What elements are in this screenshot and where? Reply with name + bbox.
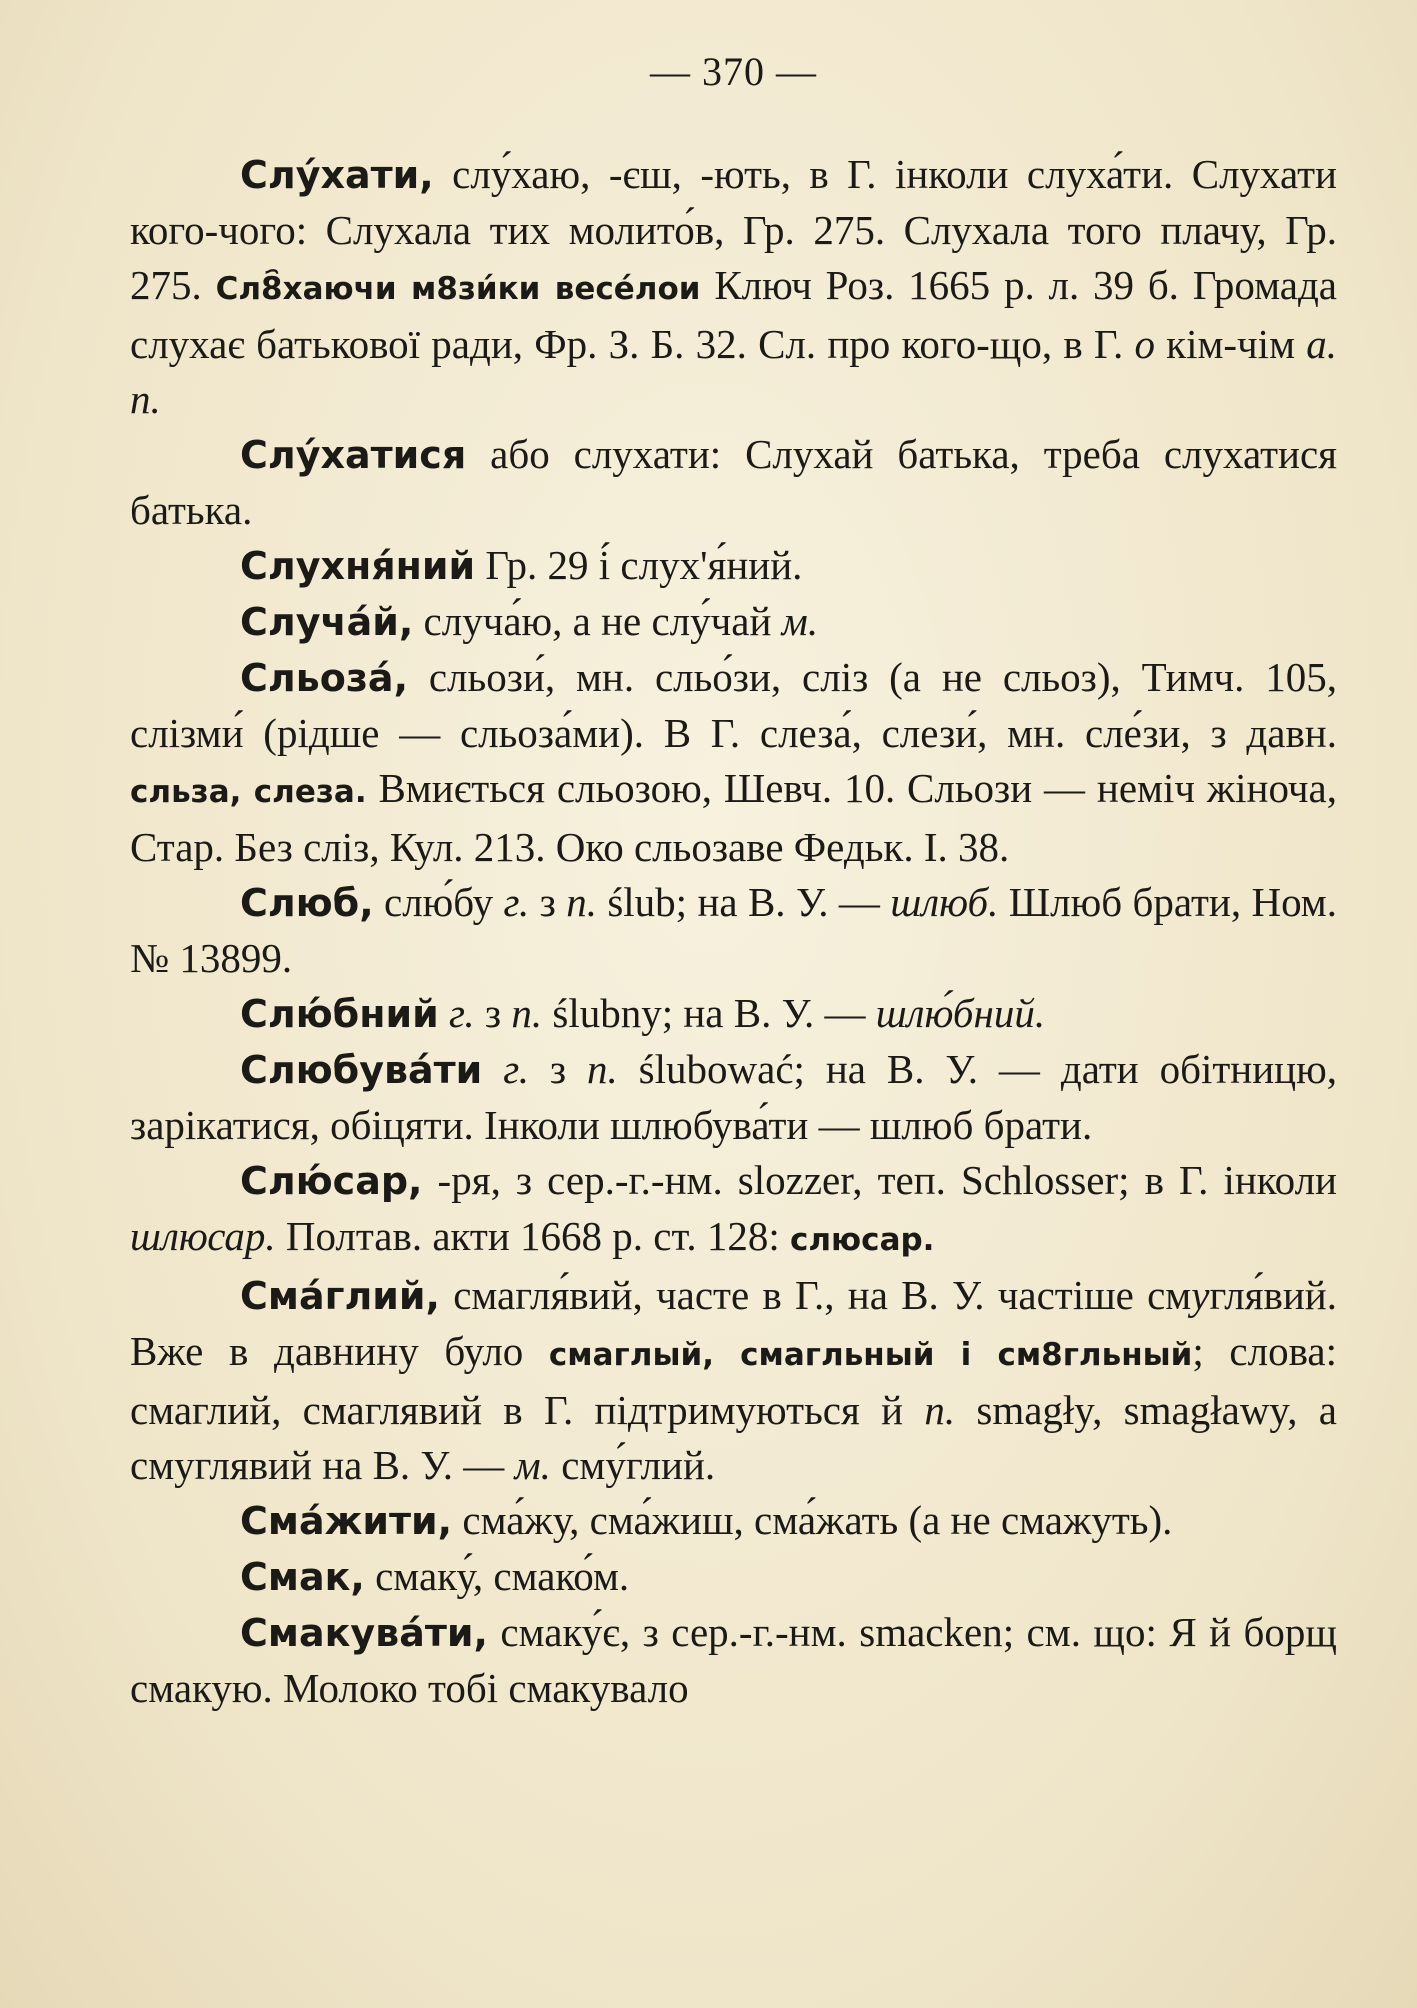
dictionary-entry: Слю́бний г. з п. ślubny; на В. У. — шлю́бний. bbox=[240, 990, 1046, 1036]
entry-headword: Сльоза́, bbox=[240, 656, 409, 700]
entry-headword: Сма́жити, bbox=[240, 1499, 453, 1543]
entry-headword: Слюб, bbox=[240, 881, 374, 925]
old-script-quote: смаглый, смагльный і см8гльный bbox=[548, 1337, 1193, 1373]
entry-headword: Слу́хатися bbox=[240, 433, 467, 477]
dictionary-entry: Сма́жити, сма́жу, сма́жиш, сма́жать (а не смажуть). bbox=[240, 1497, 1173, 1543]
dictionary-entry: Случа́й, случа́ю, а не слу́чай м. bbox=[240, 598, 819, 644]
entry-headword: Слюбува́ти bbox=[240, 1048, 483, 1092]
entry-headword: Сма́глий, bbox=[240, 1274, 440, 1318]
old-script-quote: Сл8҄хаючи м8зи́ки весе́лои bbox=[215, 271, 701, 307]
entry-headword: Слю́сар, bbox=[240, 1159, 423, 1203]
entry-headword: Слухня́ний bbox=[240, 544, 476, 588]
entry-headword: Смакува́ти, bbox=[240, 1611, 488, 1655]
entry-headword: Случа́й, bbox=[240, 600, 414, 644]
dictionary-entry: Слюбува́ти г. з п. ślubować; на В. У. — дати обітницю, зарікатися, обіцяти. Інколи шлюбува́ти — шлюб брати. bbox=[130, 1046, 1337, 1148]
entry-headword: Смак, bbox=[240, 1555, 365, 1599]
dictionary-entry: Смак, смаку́, смако́м. bbox=[240, 1553, 630, 1599]
dictionary-entry: Слюб, слю́бу г. з п. ślub; на В. У. — шлюб. Шлюб брати, Ном. № 13899. bbox=[130, 879, 1337, 981]
dictionary-entry: Сма́глий, смагля́вий, часте в Г., на В. У. частіше смугля́вий. Вже в давнину було смаглый, смагльный і см8гльный; слова: смаглий, смаглявий в Г. підтримуються й п. smagły, smagławy, а смуглявий на В. У. — м. сму́глий. bbox=[130, 1272, 1337, 1488]
dictionary-entry: Сльоза́, сльози́, мн. сльо́зи, сліз (а не сльоз), Тимч. 105, слізми́ (рідше — сльоза́ми). В Г. слеза́, слези́, мн. сле́зи, з давн. сльза, слеза. Вмиється сльозою, Шевч. 10. Сльози — неміч жіноча, Стар. Без сліз, Кул. 213. Око сльозаве Федьк. І. 38. bbox=[130, 654, 1338, 870]
entry-headword: Слу́хати, bbox=[240, 153, 434, 197]
page-number: — 370 — bbox=[650, 49, 817, 94]
dictionary-entry: Слу́хатися або слухати: Слухай батька, треба слухатися батька. bbox=[130, 431, 1337, 533]
dictionary-entry: Смакува́ти, смаку́є, з сер.-г.-нм. smacken; см. що: Я й борщ смакую. Молоко тобі смакувало bbox=[130, 1609, 1337, 1711]
dictionary-entries bbox=[130, 147, 1337, 1716]
old-script-quote: слюсар. bbox=[789, 1222, 935, 1258]
dictionary-entry: Слу́хати, слу́хаю, -єш, -ють, в Г. інколи слуха́ти. Слухати кого-чого: Слухала тих молито́в, Гр. 275. Слухала того плачу, Гр. 275. Сл8҄хаючи м8зи́ки весе́лои Ключ Роз. 1665 р. л. 39 б. Громада слухає батькової ради, Фр. З. Б. 32. Сл. про кого-що, в Г. о кім-чім а. п. bbox=[130, 151, 1338, 422]
old-script-quote: сльза, слеза. bbox=[130, 774, 367, 810]
dictionary-entry: Слухня́ний Гр. 29 і́ слух'я́ний. bbox=[240, 542, 803, 588]
dictionary-entry: Слю́сар, -ря, з сер.-г.-нм. slozzer, теп. Schlosser; в Г. інколи шлюсар. Полтав. акти 1668 р. ст. 128: слюсар. bbox=[130, 1157, 1337, 1259]
entry-headword: Слю́бний bbox=[240, 992, 439, 1036]
